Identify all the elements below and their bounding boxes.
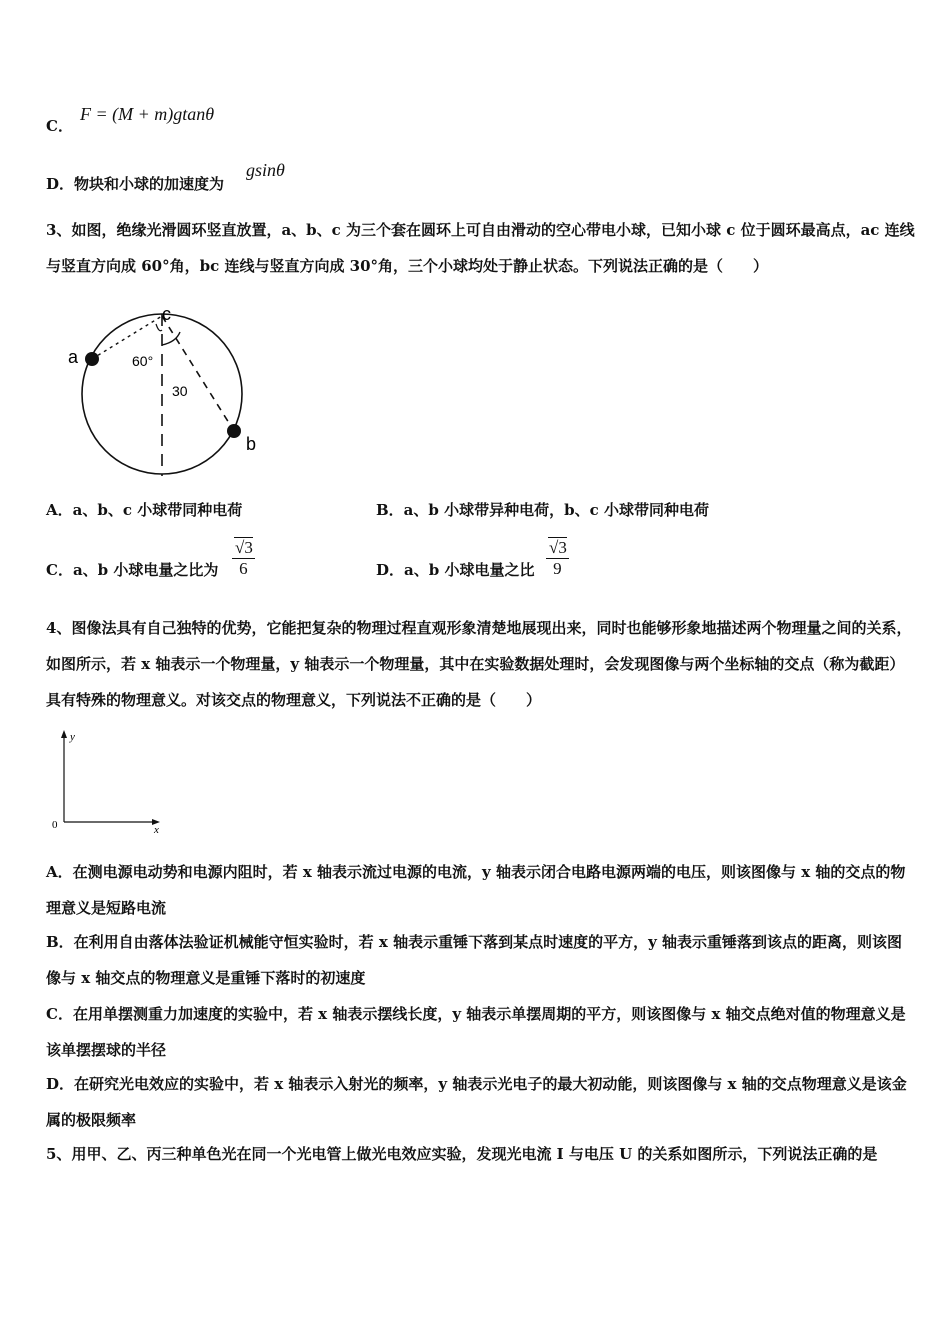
q2-option-d-text: D．物块和小球的加速度为 bbox=[46, 175, 225, 193]
q2-option-c-label: C． bbox=[46, 117, 73, 135]
label-c: c bbox=[162, 304, 171, 324]
q4-axes-figure bbox=[48, 728, 178, 838]
q5-stem bbox=[46, 1136, 916, 1172]
q3-option-c-denominator: 6 bbox=[239, 559, 248, 578]
q3-option-d-numerator: √3 bbox=[546, 538, 569, 559]
q2-option-c-formula: F = (M + m)gtanθ bbox=[80, 104, 215, 124]
q4-option-d: D．在研究光电效应的实验中，若 x 轴表示入射光的频率，y 轴表示光电子的最大初动能，则该图像与 x 轴的交点物理意义是该金属的极限频率 bbox=[46, 1075, 907, 1129]
q2-option-d-formula: gsinθ bbox=[246, 160, 285, 180]
q5-number: 5、 bbox=[46, 1145, 72, 1163]
q3-ring-figure bbox=[60, 300, 270, 485]
label-a: a bbox=[68, 347, 79, 367]
y-axis-label: y bbox=[70, 731, 75, 743]
y-axis-arrow-icon bbox=[61, 730, 67, 738]
ball-b bbox=[227, 424, 241, 438]
q3-option-d-fraction bbox=[546, 538, 569, 579]
q4-stem-text: 图像法具有自己独特的优势，它能把复杂的物理过程直观形象清楚地展现出来，同时也能够形象地描述两个物理量之间的关系，如图所示，若 x 轴表示一个物理量，y 轴表示一个物理量，其中在实验数据处理时，会发现图像与两个坐标轴的交点（称为截距）具有特殊的物理意义。对该交点的物理意义，下列说法不正确的是（ ） bbox=[46, 619, 912, 709]
origin-label: 0 bbox=[52, 819, 58, 831]
q3-option-c-numerator: √3 bbox=[232, 538, 255, 559]
angle-60-label: 60° bbox=[132, 353, 154, 369]
ball-a bbox=[85, 352, 99, 366]
q3-option-a: A．a、b、c 小球带同种电荷 bbox=[46, 501, 243, 519]
q5-stem-text: 用甲、乙、丙三种单色光在同一个光电管上做光电效应实验，发现光电流 I 与电压 U 的关系如图所示，下列说法正确的是 bbox=[71, 1145, 878, 1163]
x-axis-label: x bbox=[154, 824, 159, 836]
q4-option-c: C．在用单摆测重力加速度的实验中，若 x 轴表示摆线长度，y 轴表示单摆周期的平方，则该图像与 x 轴交点绝对值的物理意义是该单摆摆球的半径 bbox=[46, 1005, 906, 1059]
label-b: b bbox=[246, 434, 257, 454]
q3-stem-text: 如图，绝缘光滑圆环竖直放置，a、b、c 为三个套在圆环上可自由滑动的空心带电小球，已知小球 c 位于圆环最高点，ac 连线与竖直方向成 60°角，bc 连线与竖直方向成 30°角，三个小球均处于静止状态。下列说法正确的是（ ） bbox=[46, 221, 915, 275]
q3-option-c-text: C．a、b 小球电量之比为 bbox=[46, 561, 219, 579]
q3-option-d-denominator: 9 bbox=[553, 559, 562, 578]
q3-stem bbox=[46, 212, 916, 284]
q4-option-a: A．在测电源电动势和电源内阻时，若 x 轴表示流过电源的电流，y 轴表示闭合电路电源两端的电压，则该图像与 x 轴的交点的物理意义是短路电流 bbox=[46, 863, 906, 917]
q3-option-c-fraction bbox=[232, 538, 255, 579]
q4-option-b: B．在利用自由落体法验证机械能守恒实验时，若 x 轴表示重锤下落到某点时速度的平方，y 轴表示重锤落到该点的距离，则该图像与 x 轴交点的物理意义是重锤下落时的初速度 bbox=[46, 933, 903, 987]
angle-60-arc bbox=[156, 324, 162, 331]
angle-30-arc bbox=[162, 332, 180, 345]
q3-option-d-text: D．a、b 小球电量之比 bbox=[376, 561, 535, 579]
q3-number: 3、 bbox=[46, 221, 72, 239]
q4-number: 4、 bbox=[46, 619, 72, 637]
angle-30-label: 30 bbox=[172, 383, 188, 399]
q3-option-b: B．a、b 小球带异种电荷，b、c 小球带同种电荷 bbox=[376, 501, 709, 519]
q4-stem bbox=[46, 610, 916, 718]
bc-dashed-line bbox=[162, 316, 234, 431]
